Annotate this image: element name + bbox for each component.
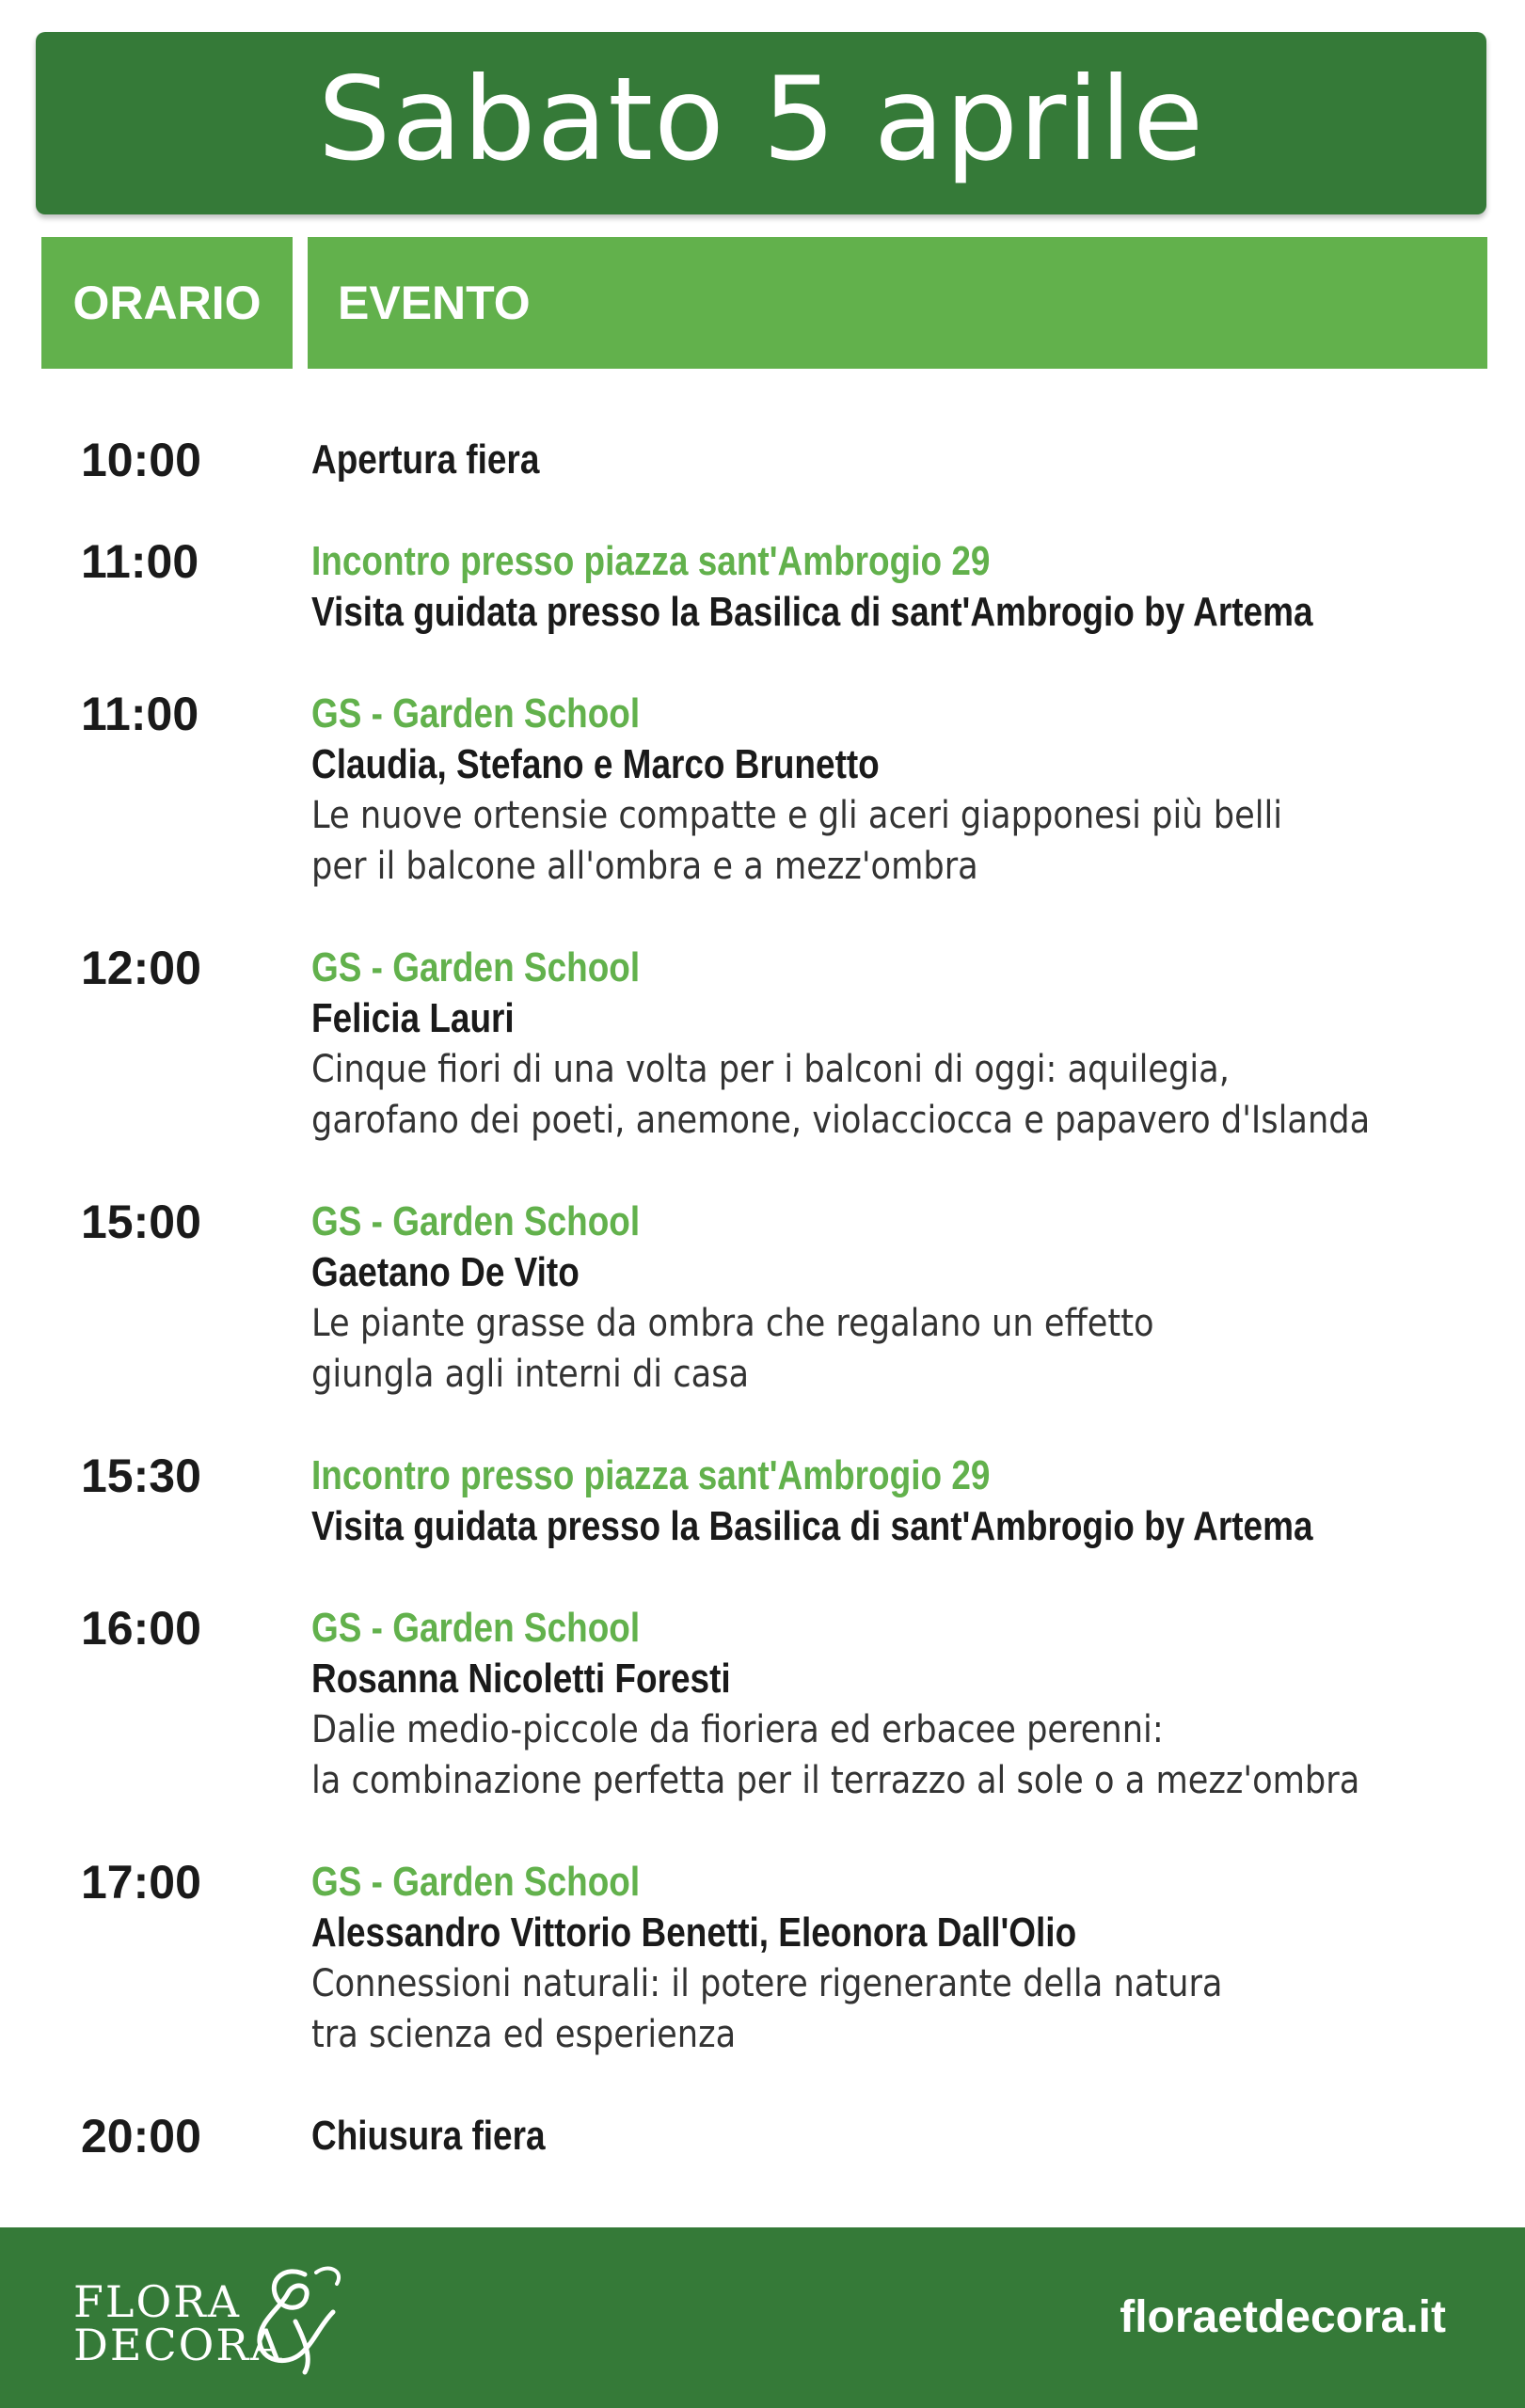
title-banner <box>36 32 1486 214</box>
event-description: garofano dei poeti, anemone, violacciocca e papavero d'Islanda <box>311 1099 1371 1142</box>
footer <box>0 2227 1525 2408</box>
event-description: Connessioni naturali: il potere rigenerante della natura <box>311 1962 1223 2005</box>
website-link[interactable]: floraetdecora.it <box>1120 2292 1446 2342</box>
event-title: Apertura fiera <box>311 436 540 483</box>
page-title: Sabato 5 aprile <box>317 53 1205 186</box>
event-title: Visita guidata presso la Basilica di sant'Ambrogio by Artema <box>311 1503 1313 1549</box>
event-description: Dalie medio-piccole da fioriera ed erbacee perenni: <box>311 1708 1164 1751</box>
event-category: GS - Garden School <box>311 1605 641 1651</box>
logo-line-1: FLORA <box>73 2276 242 2327</box>
event-description: giungla agli interni di casa <box>311 1353 750 1396</box>
event-location: Incontro presso piazza sant'Ambrogio 29 <box>311 1452 991 1498</box>
event-speaker: Alessandro Vittorio Benetti, Eleonora Dall'Olio <box>311 1909 1077 1956</box>
event-time: 15:00 <box>81 1196 201 1248</box>
event-time: 12:00 <box>81 942 201 994</box>
ampersand-logo-icon <box>239 2256 352 2378</box>
event-description: per il balcone all'ombra e a mezz'ombra <box>311 845 978 888</box>
event-description: tra scienza ed esperienza <box>311 2013 737 2056</box>
event-speaker: Gaetano De Vito <box>311 1249 580 1295</box>
event-title: Visita guidata presso la Basilica di sant'Ambrogio by Artema <box>311 589 1313 635</box>
event-speaker: Felicia Lauri <box>311 995 515 1041</box>
event-category: GS - Garden School <box>311 1859 641 1905</box>
event-description: Cinque fiori di una volta per i balconi di oggi: aquilegia, <box>311 1048 1230 1091</box>
event-category: GS - Garden School <box>311 690 641 737</box>
event-time: 17:00 <box>81 1856 201 1909</box>
logo-line-2: DECORA <box>73 2320 284 2370</box>
event-category: GS - Garden School <box>311 944 641 990</box>
event-time: 11:00 <box>81 535 199 588</box>
event-title: Chiusura fiera <box>311 2113 546 2159</box>
event-description: Le nuove ortensie compatte e gli aceri giapponesi più belli <box>311 794 1283 837</box>
event-description: la combinazione perfetta per il terrazzo al sole o a mezz'ombra <box>311 1759 1360 1802</box>
event-time: 10:00 <box>81 434 201 486</box>
event-time: 15:30 <box>81 1450 201 1502</box>
event-location: Incontro presso piazza sant'Ambrogio 29 <box>311 538 991 584</box>
event-time: 11:00 <box>81 688 199 740</box>
event-time: 20:00 <box>81 2110 201 2162</box>
event-time: 16:00 <box>81 1602 201 1655</box>
column-header-time: ORARIO <box>41 237 293 369</box>
event-speaker: Claudia, Stefano e Marco Brunetto <box>311 741 880 787</box>
brand-logo <box>73 2258 356 2380</box>
column-header-event: EVENTO <box>308 237 1487 369</box>
event-category: GS - Garden School <box>311 1198 641 1244</box>
event-description: Le piante grasse da ombra che regalano un effetto <box>311 1302 1154 1345</box>
event-speaker: Rosanna Nicoletti Foresti <box>311 1656 731 1702</box>
